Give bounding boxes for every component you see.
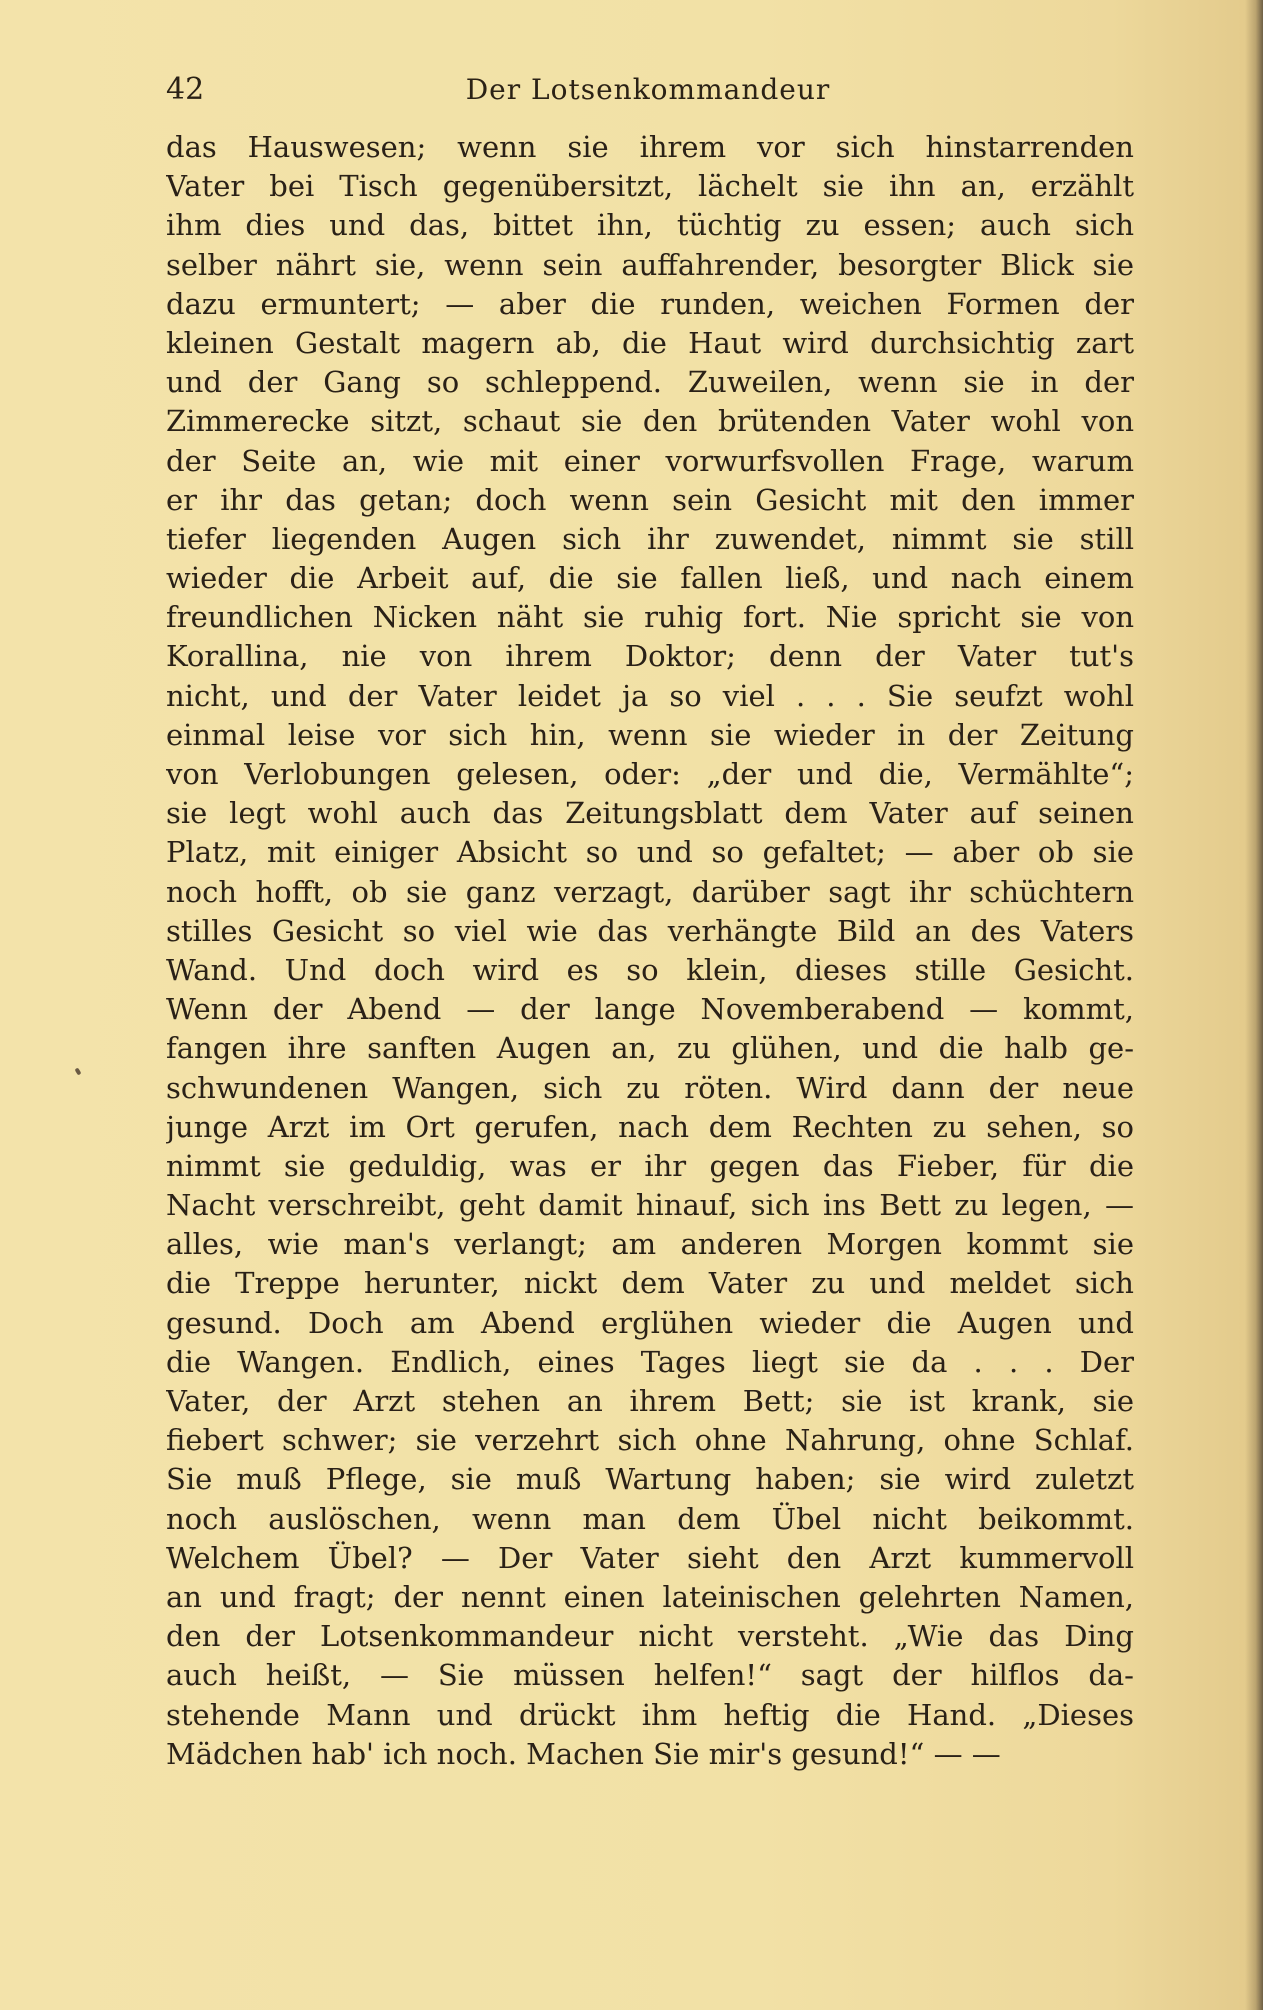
text-line: junge Arzt im Ort gerufen, nach dem Rechten zu sehen, so [166,1109,1134,1144]
text-line: an und fragt; der nennt einen lateinischen gelehrten Namen, [166,1579,1134,1614]
text-line: Wand. Und doch wird es so klein, dieses stille Gesicht. [166,952,1134,987]
text-line: Vater, der Arzt stehen an ihrem Bett; sie ist krank, sie [166,1384,1134,1418]
text-line: er ihr das getan; doch wenn sein Gesicht mit den immer [166,482,1134,517]
text-line: nimmt sie geduldig, was er ihr gegen das Fieber, für die [166,1148,1134,1183]
text-line: stilles Gesicht so viel wie das verhängte Bild an des Vaters [166,913,1134,948]
text-line: das Hauswesen; wenn sie ihrem vor sich hinstarrenden [166,130,1134,164]
text-line: gesund. Doch am Abend erglühen wieder die Augen und [166,1305,1134,1340]
text-line: Korallina, nie von ihrem Doktor; denn der Vater tut's [166,639,1134,674]
text-line: fangen ihre sanften Augen an, zu glühen, und die halb ge- [166,1031,1134,1066]
text-line: Nacht verschreibt, geht damit hinauf, sich ins Bett zu legen, — [166,1188,1134,1223]
text-line: die Treppe herunter, nickt dem Vater zu und meldet sich [166,1266,1134,1301]
text-line: auch heißt, — Sie müssen helfen!“ sagt der hilflos da- [166,1658,1134,1693]
text-line: von Verlobungen gelesen, oder: „der und die, Vermählte“; [166,757,1134,791]
text-line: dazu ermuntert; — aber die runden, weichen Formen der [166,286,1134,321]
text-line: den der Lotsenkommandeur nicht versteht. „Wie das Ding [166,1619,1134,1654]
text-line: selber nährt sie, wenn sein auffahrender, besorgter Blick sie [166,247,1134,282]
text-line: Platz, mit einiger Absicht so und so gefaltet; — aber ob sie [166,835,1134,870]
text-line: Welchem Übel? — Der Vater sieht den Arzt kummervoll [166,1540,1134,1575]
text-line: noch hofft, ob sie ganz verzagt, darüber sagt ihr schüchtern [166,874,1134,909]
text-line: und der Gang so schleppend. Zuweilen, wenn sie in der [166,365,1134,400]
page-number: 42 [166,72,205,107]
text-line: Vater bei Tisch gegenübersitzt, lächelt sie ihn an, erzählt [166,169,1134,204]
text-line: alles, wie man's verlangt; am anderen Morgen kommt sie [166,1227,1134,1262]
text-line: Wenn der Abend — der lange Novemberabend — kommt, [166,992,1134,1027]
text-line: freundlichen Nicken näht sie ruhig fort. Nie spricht sie von [166,600,1134,635]
text-line: nicht, und der Vater leidet ja so viel . . . Sie seufzt wohl [166,678,1134,713]
text-line: tiefer liegenden Augen sich ihr zuwendet, nimmt sie still [166,521,1134,556]
text-line: Sie muß Pflege, sie muß Wartung haben; sie wird zuletzt [166,1462,1134,1497]
text-line: die Wangen. Endlich, eines Tages liegt sie da . . . Der [166,1344,1134,1379]
text-line: stehende Mann und drückt ihm heftig die Hand. „Dieses [166,1697,1134,1732]
running-head: Der Lotsenkommandeur [465,73,831,106]
text-line: schwundenen Wangen, sich zu röten. Wird dann der neue [166,1070,1134,1105]
text-line: noch auslöschen, wenn man dem Übel nicht beikommt. [166,1501,1134,1536]
page-header [166,66,1130,116]
text-line: einmal leise vor sich hin, wenn sie wieder in der Zeitung [166,717,1134,752]
text-line: Zimmerecke sitzt, schaut sie den brütenden Vater wohl von [166,404,1134,439]
body-text [166,128,1134,1774]
text-line: Mädchen hab' ich noch. Machen Sie mir's gesund!“ — — [166,1736,1001,1771]
paper-speck [75,1067,82,1075]
page-edge-shadow [1245,0,1263,2010]
text-line: der Seite an, wie mit einer vorwurfsvollen Frage, warum [166,443,1134,478]
text-line: kleinen Gestalt magern ab, die Haut wird durchsichtig zart [166,325,1134,360]
text-line: wieder die Arbeit auf, die sie fallen ließ, und nach einem [166,561,1134,596]
text-line: fiebert schwer; sie verzehrt sich ohne Nahrung, ohne Schlaf. [166,1423,1134,1458]
text-line: sie legt wohl auch das Zeitungsblatt dem Vater auf seinen [166,796,1134,831]
text-line: ihm dies und das, bittet ihn, tüchtig zu essen; auch sich [166,208,1134,243]
